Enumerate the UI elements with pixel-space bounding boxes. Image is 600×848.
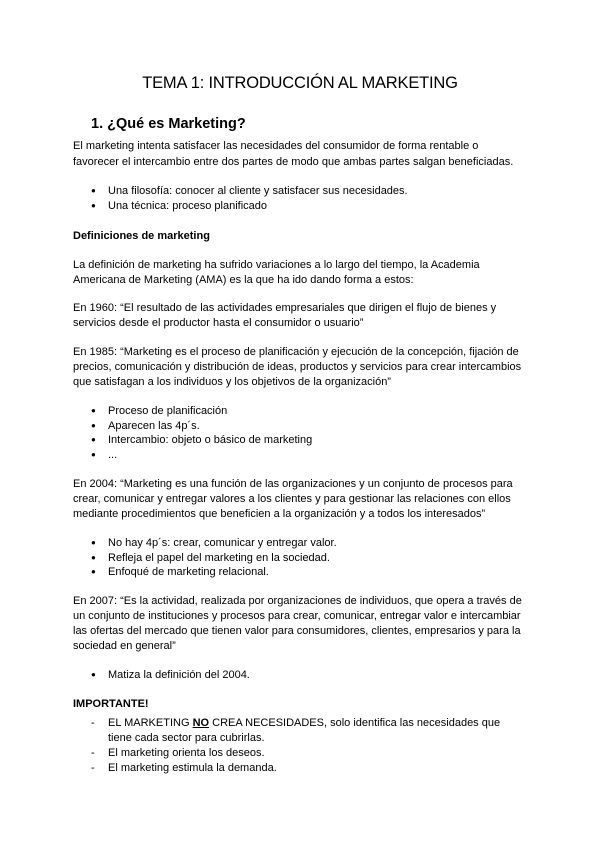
document-page: TEMA 1: INTRODUCCIÓN AL MARKETING 1. ¿Qué es Marketing? El marketing intenta satisfacer las necesidades del consumidor de forma rentable o favorecer el intercambio entre dos partes de modo que ambas partes salgan beneficiadas. ● Una filosofía: conocer al cliente y satisfacer sus necesidades. ● Una técnica: proceso planificado Definiciones de marketing La definición de marketing ha sufrido variaciones a lo largo del tiempo, la Academia Americana de Marketing (AMA) es la que ha ido dando forma a estos: En 1960: “El resultado de las actividades empresariales que dirigen el flujo de bienes y servicios desde el productor hasta el consumidor o usuario” En 1985: “Marketing es el proceso de planificación y ejecución de la concepción, fijación de precios, comunicación y distribución de ideas, productos y servicios para crear intercambios que satisfagan a los individuos y los objetivos de la organización” ● Proceso de planificación ● Aparecen las 4p´s. ● Intercambio: objeto o básico de marketing ● ... En 2004: “Marketing es una función de las organizaciones y un conjunto de procesos para crear, comunicar y entregar valores a los clientes y para gestionar las relaciones con ellos mediante procedimientos que beneficien a la organización y a todos los interesados” ● No hay 4p´s: crear, comunicar y entregar valor. ● Refleja el papel del marketing en la sociedad. ● Enfoqué de marketing relacional. En 2007: “Es la actividad, realizada por organizaciones de individuos, que opera a través de un conjunto de instituciones y procesos para crear, comunicar, entregar valor e intercambiar las ofertas del mercado que tienen valor para consumidores, clientes, empresarios y para la sociedad en general” ● Matiza la definición del 2004. IMPORTANTE! - EL MARKETING NO CREA NECESIDADES, solo identifica las necesidades que tiene cada sector para cubrirlas. - El marketing orienta los deseos. - El marketing estimula la demanda.: [0, 0, 600, 848]
list-item: ● ...: [91, 449, 118, 461]
definition-2004-line-3: mediante procedimientos que beneficien a la organización y a todos los interesados”: [73, 508, 486, 520]
definition-1985-line-2: precios, comunicación y distribución de ideas, productos y servicios para crear intercambios: [73, 361, 522, 373]
list-item: ● Enfoqué de marketing relacional.: [91, 566, 269, 578]
definition-2007-line-4: sociedad en general”: [73, 640, 176, 652]
definition-2007-line-2: un conjunto de instituciones y procesos para crear, comunicar, entregar valor e intercambiar: [73, 610, 521, 622]
bullet-icon: ●: [91, 421, 96, 430]
paragraph-intro-line-1: El marketing intenta satisfacer las necesidades del consumidor de forma rentable o: [73, 140, 479, 152]
definition-2007-line-1: En 2007: “Es la actividad, realizada por organizaciones de individuos, que opera a través de: [73, 595, 522, 607]
bullet-icon: ●: [91, 201, 96, 210]
list-item: ● Intercambio: objeto o básico de marketing: [91, 434, 313, 446]
page-title: TEMA 1: INTRODUCCIÓN AL MARKETING: [142, 74, 458, 92]
list-item: ● Matiza la definición del 2004.: [91, 669, 250, 681]
bullet-icon: ●: [91, 435, 96, 444]
list-item: ● Una técnica: proceso planificado: [91, 200, 267, 212]
dash-marker: -: [91, 717, 95, 729]
bullet-icon: ●: [91, 450, 96, 459]
list-item: ● Una filosofía: conocer al cliente y satisfacer sus necesidades.: [91, 185, 408, 197]
bullet-icon: ●: [91, 670, 96, 679]
definition-1985-line-3: que satisfagan a los individuos y los objetivos de la organización”: [73, 376, 391, 388]
definitions-intro-line-1: La definición de marketing ha sufrido variaciones a lo largo del tiempo, la Academia: [73, 259, 480, 271]
bullet-icon: ●: [91, 538, 96, 547]
list-item: ● Refleja el papel del marketing en la sociedad.: [91, 552, 330, 564]
definition-2004-line-2: crear, comunicar y entregar valores a los clientes y para gestionar las relaciones con ellos: [73, 493, 511, 505]
emphasis-no: NO: [192, 717, 210, 729]
bullet-icon: ●: [91, 186, 96, 195]
definition-1960-line-1: En 1960: “El resultado de las actividades empresariales que dirigen el flujo de bienes y: [73, 302, 497, 314]
definitions-intro-line-2: Americana de Marketing (AMA) es la que ha ido dando forma a estos:: [73, 274, 414, 286]
bullet-icon: ●: [91, 406, 96, 415]
bullet-icon: ●: [91, 567, 96, 576]
paragraph-intro-line-2: favorecer el intercambio entre dos partes de modo que ambas partes salgan beneficiadas.: [73, 156, 514, 168]
bullet-icon: ●: [91, 553, 96, 562]
list-item: ● Proceso de planificación: [91, 405, 228, 417]
definition-1985-line-1: En 1985: “Marketing es el proceso de planificación y ejecución de la concepción, fijación de: [73, 346, 519, 358]
dash-marker: -: [91, 762, 95, 774]
definitions-heading: Definiciones de marketing: [73, 230, 210, 242]
section-heading-que-es-marketing: 1. ¿Qué es Marketing?: [91, 116, 246, 132]
definition-1960-line-2: servicios desde el productor hasta el consumidor o usuario”: [73, 317, 364, 329]
definition-2007-line-3: las ofertas del mercado que tienen valor para consumidores, clientes, empresarios y para la: [73, 625, 521, 637]
list-item: ● Aparecen las 4p´s.: [91, 420, 200, 432]
definition-2004-line-1: En 2004: “Marketing es una función de las organizaciones y un conjunto de procesos para: [73, 478, 513, 490]
dash-marker: -: [91, 747, 95, 759]
list-item: ● No hay 4p´s: crear, comunicar y entregar valor.: [91, 537, 337, 549]
important-heading: IMPORTANTE!: [73, 698, 149, 710]
